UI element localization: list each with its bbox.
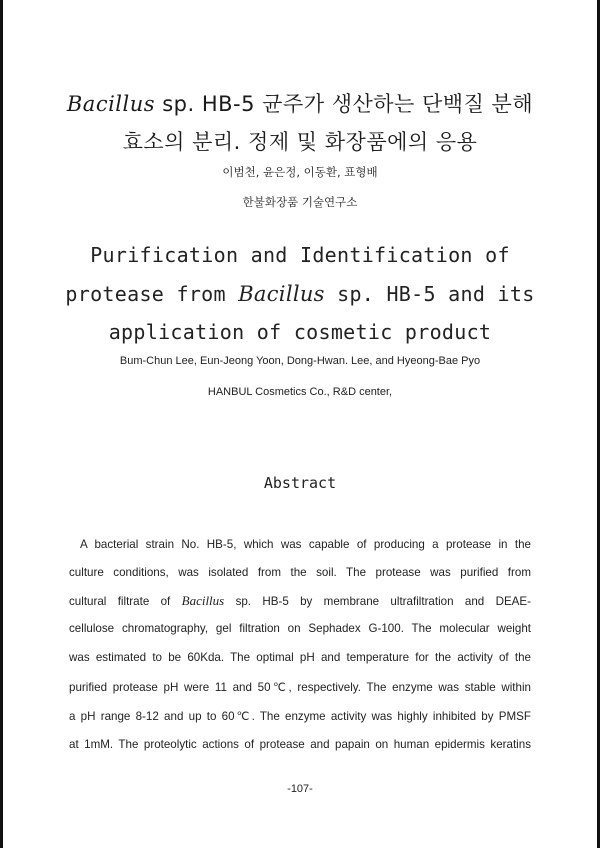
abstract-line-6: purified protease pH were 11 and 50℃, respectively. The enzyme was stable within	[69, 681, 531, 694]
abstract-line-5: was estimated to be 60Kda. The optimal pH and temperature for the activity of the	[69, 651, 531, 664]
abstract-line-1: A bacterial strain No. HB-5, which was capable of producing a protease in the	[80, 538, 531, 551]
abstract-line-3-a: cultural filtrate of	[69, 595, 171, 608]
abstract-genus: Bacillus	[181, 593, 225, 608]
english-authors: Bum-Chun Lee, Eun-Jeong Yoon, Dong-Hwan. Lee, and Hyeong-Bae Pyo	[119, 355, 481, 367]
abstract-line-3	[69, 593, 531, 609]
abstract-line-8: at 1mM. The proteolytic actions of protease and papain on human epidermis keratins	[69, 738, 531, 751]
english-title-line-2	[0, 282, 600, 306]
page-number: -107-	[287, 783, 313, 795]
abstract-heading: Abstract	[263, 474, 337, 492]
korean-title-genus: Bacillus	[66, 92, 156, 116]
korean-title-line-1	[0, 88, 600, 118]
abstract-line-7: a pH range 8-12 and up to 60℃. The enzyme activity was highly inhibited by PMSF	[69, 710, 531, 723]
english-title-line-2-b: sp. HB-5 and its	[324, 282, 535, 306]
korean-title-line-1-rest: sp. HB-5 균주가 생산하는 단백질 분해	[155, 92, 534, 116]
korean-title-line-2: 효소의 분리. 정제 및 화장품에의 응용	[122, 130, 478, 154]
english-affiliation: HANBUL Cosmetics Co., R&D center,	[207, 386, 393, 398]
english-title-line-1: Purification and Identification of	[90, 243, 510, 267]
abstract-line-3-b: sp. HB-5 by membrane ultrafiltration and DEAE-	[224, 595, 532, 608]
korean-authors: 이범천, 윤은정, 이동환, 표형배	[222, 165, 378, 179]
korean-affiliation: 한불화장품 기술연구소	[242, 195, 358, 209]
english-title-line-3: application of cosmetic product	[108, 320, 492, 344]
english-title-line-2-a: protease from	[65, 282, 239, 306]
abstract-line-4: cellulose chromatography, gel filtration on Sephadex G-100. The molecular weight	[69, 622, 531, 635]
abstract-line-2: culture conditions, was isolated from the soil. The protease was purified from	[69, 566, 531, 579]
english-title-genus: Bacillus	[238, 282, 325, 306]
